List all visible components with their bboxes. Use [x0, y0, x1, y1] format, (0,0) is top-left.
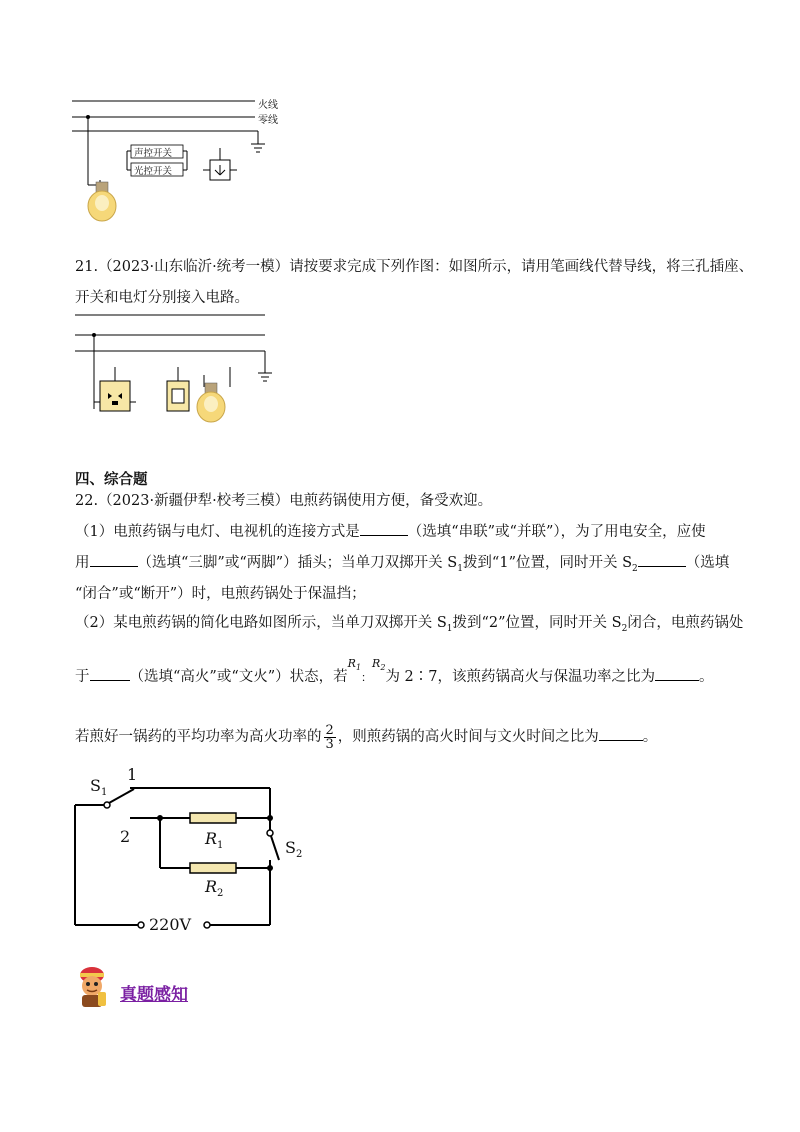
subscript: 2 — [632, 563, 638, 574]
subscript: 1 — [446, 623, 453, 634]
text: 。 — [642, 729, 658, 745]
question-22-part1-line2 — [75, 553, 729, 579]
question-intro: 电煎药锅使用方便，备受欢迎。 — [289, 493, 493, 509]
household-circuit-figure-2 — [70, 305, 290, 425]
subscript: 1 — [100, 787, 108, 799]
subscript: 2 — [380, 663, 386, 673]
fraction-denominator: 3 — [325, 736, 334, 752]
text: 拨到“1”位置，同时开关 S — [462, 555, 633, 571]
question-number: 21. — [75, 259, 99, 275]
text: 拨到“2”位置，同时开关 S — [452, 615, 622, 631]
text: （选填“三脚”或“两脚”）插头；当单刀双掷开关 S — [137, 555, 458, 571]
answer-blank-3[interactable] — [638, 566, 686, 567]
question-source: （2023·新疆伊犁·校考三模） — [98, 493, 290, 509]
symbol: R — [205, 829, 218, 848]
voltage-label: 220V — [149, 915, 192, 934]
symbol: S — [90, 776, 101, 795]
text: ，则煎药锅的高火时间与文火时间之比为 — [337, 729, 599, 745]
text: 为 2∶7，该煎药锅高火与保温功率之比为 — [385, 669, 655, 685]
question-22-part1-line1 — [75, 522, 706, 542]
position-1-label: 1 — [127, 765, 138, 784]
section-title: 四、综合题 — [75, 471, 148, 488]
question-source: （2023·山东临沂·统考一模） — [98, 259, 290, 275]
answer-blank-5[interactable] — [655, 680, 699, 681]
text: 用 — [75, 555, 90, 571]
light-switch-label: 光控开关 — [134, 166, 173, 177]
text: （选填“串联”或“并联”），为了用电安全，应使 — [407, 524, 706, 540]
text: 。 — [699, 669, 714, 685]
answer-blank-4[interactable] — [90, 680, 130, 681]
neutral-wire-label: 零线 — [258, 115, 278, 126]
subscript: 2 — [295, 849, 303, 861]
text: （选填“高火”或“文火”）状态，若 — [129, 669, 348, 685]
question-22-part1-line3: “闭合”或“断开”）时，电煎药锅处于保温挡； — [75, 586, 366, 602]
answer-blank-2[interactable] — [90, 566, 138, 567]
text: 若煎好一锅药的平均功率为高火功率的 — [75, 729, 322, 745]
question-22-part2-line2 — [75, 657, 714, 692]
subscript: 1 — [457, 563, 463, 574]
live-wire-label: 火线 — [258, 100, 278, 111]
resistor-r2-label — [205, 877, 223, 899]
question-22-part2-line1 — [75, 613, 743, 639]
r2-symbol: R — [372, 657, 381, 670]
footer-section-link[interactable]: 真题感知 — [120, 985, 188, 1005]
answer-blank-1[interactable] — [360, 535, 408, 536]
question-22-part3 — [75, 722, 657, 752]
question-21-line-2: 开关和电灯分别接入电路。 — [75, 290, 249, 306]
symbol: R — [205, 877, 218, 896]
subscript: 1 — [217, 840, 224, 852]
question-21-line-1 — [75, 257, 753, 277]
subscript: 2 — [621, 623, 628, 634]
question-22-line-1 — [75, 491, 492, 511]
fraction — [324, 724, 336, 751]
answer-blank-6[interactable] — [599, 740, 643, 741]
subscript: 2 — [217, 888, 224, 900]
sound-switch-label: 声控开关 — [134, 148, 173, 159]
ratio-colon: ： — [361, 671, 373, 684]
text: 于 — [75, 669, 90, 685]
symbol: S — [285, 838, 296, 857]
text: 闭合，电煎药锅处 — [627, 615, 744, 631]
fraction-numerator: 2 — [325, 722, 334, 738]
text: （1）电煎药锅与电灯、电视机的连接方式是 — [75, 524, 360, 540]
text: （2）某电煎药锅的简化电路如图所示，当单刀双掷开关 S — [75, 615, 447, 631]
switch-s1-label — [90, 776, 107, 798]
resistor-r1-label — [205, 829, 223, 851]
question-number: 22. — [75, 493, 99, 509]
question-text: 请按要求完成下列作图：如图所示，请用笔画线代替导线，将三孔插座、 — [289, 259, 754, 275]
switch-s2-label — [285, 838, 302, 860]
mascot-icon — [72, 962, 112, 1010]
r1-symbol: R — [347, 657, 356, 670]
text: （选填 — [685, 555, 730, 571]
position-2-label: 2 — [120, 827, 131, 846]
subscript: 1 — [355, 663, 362, 673]
